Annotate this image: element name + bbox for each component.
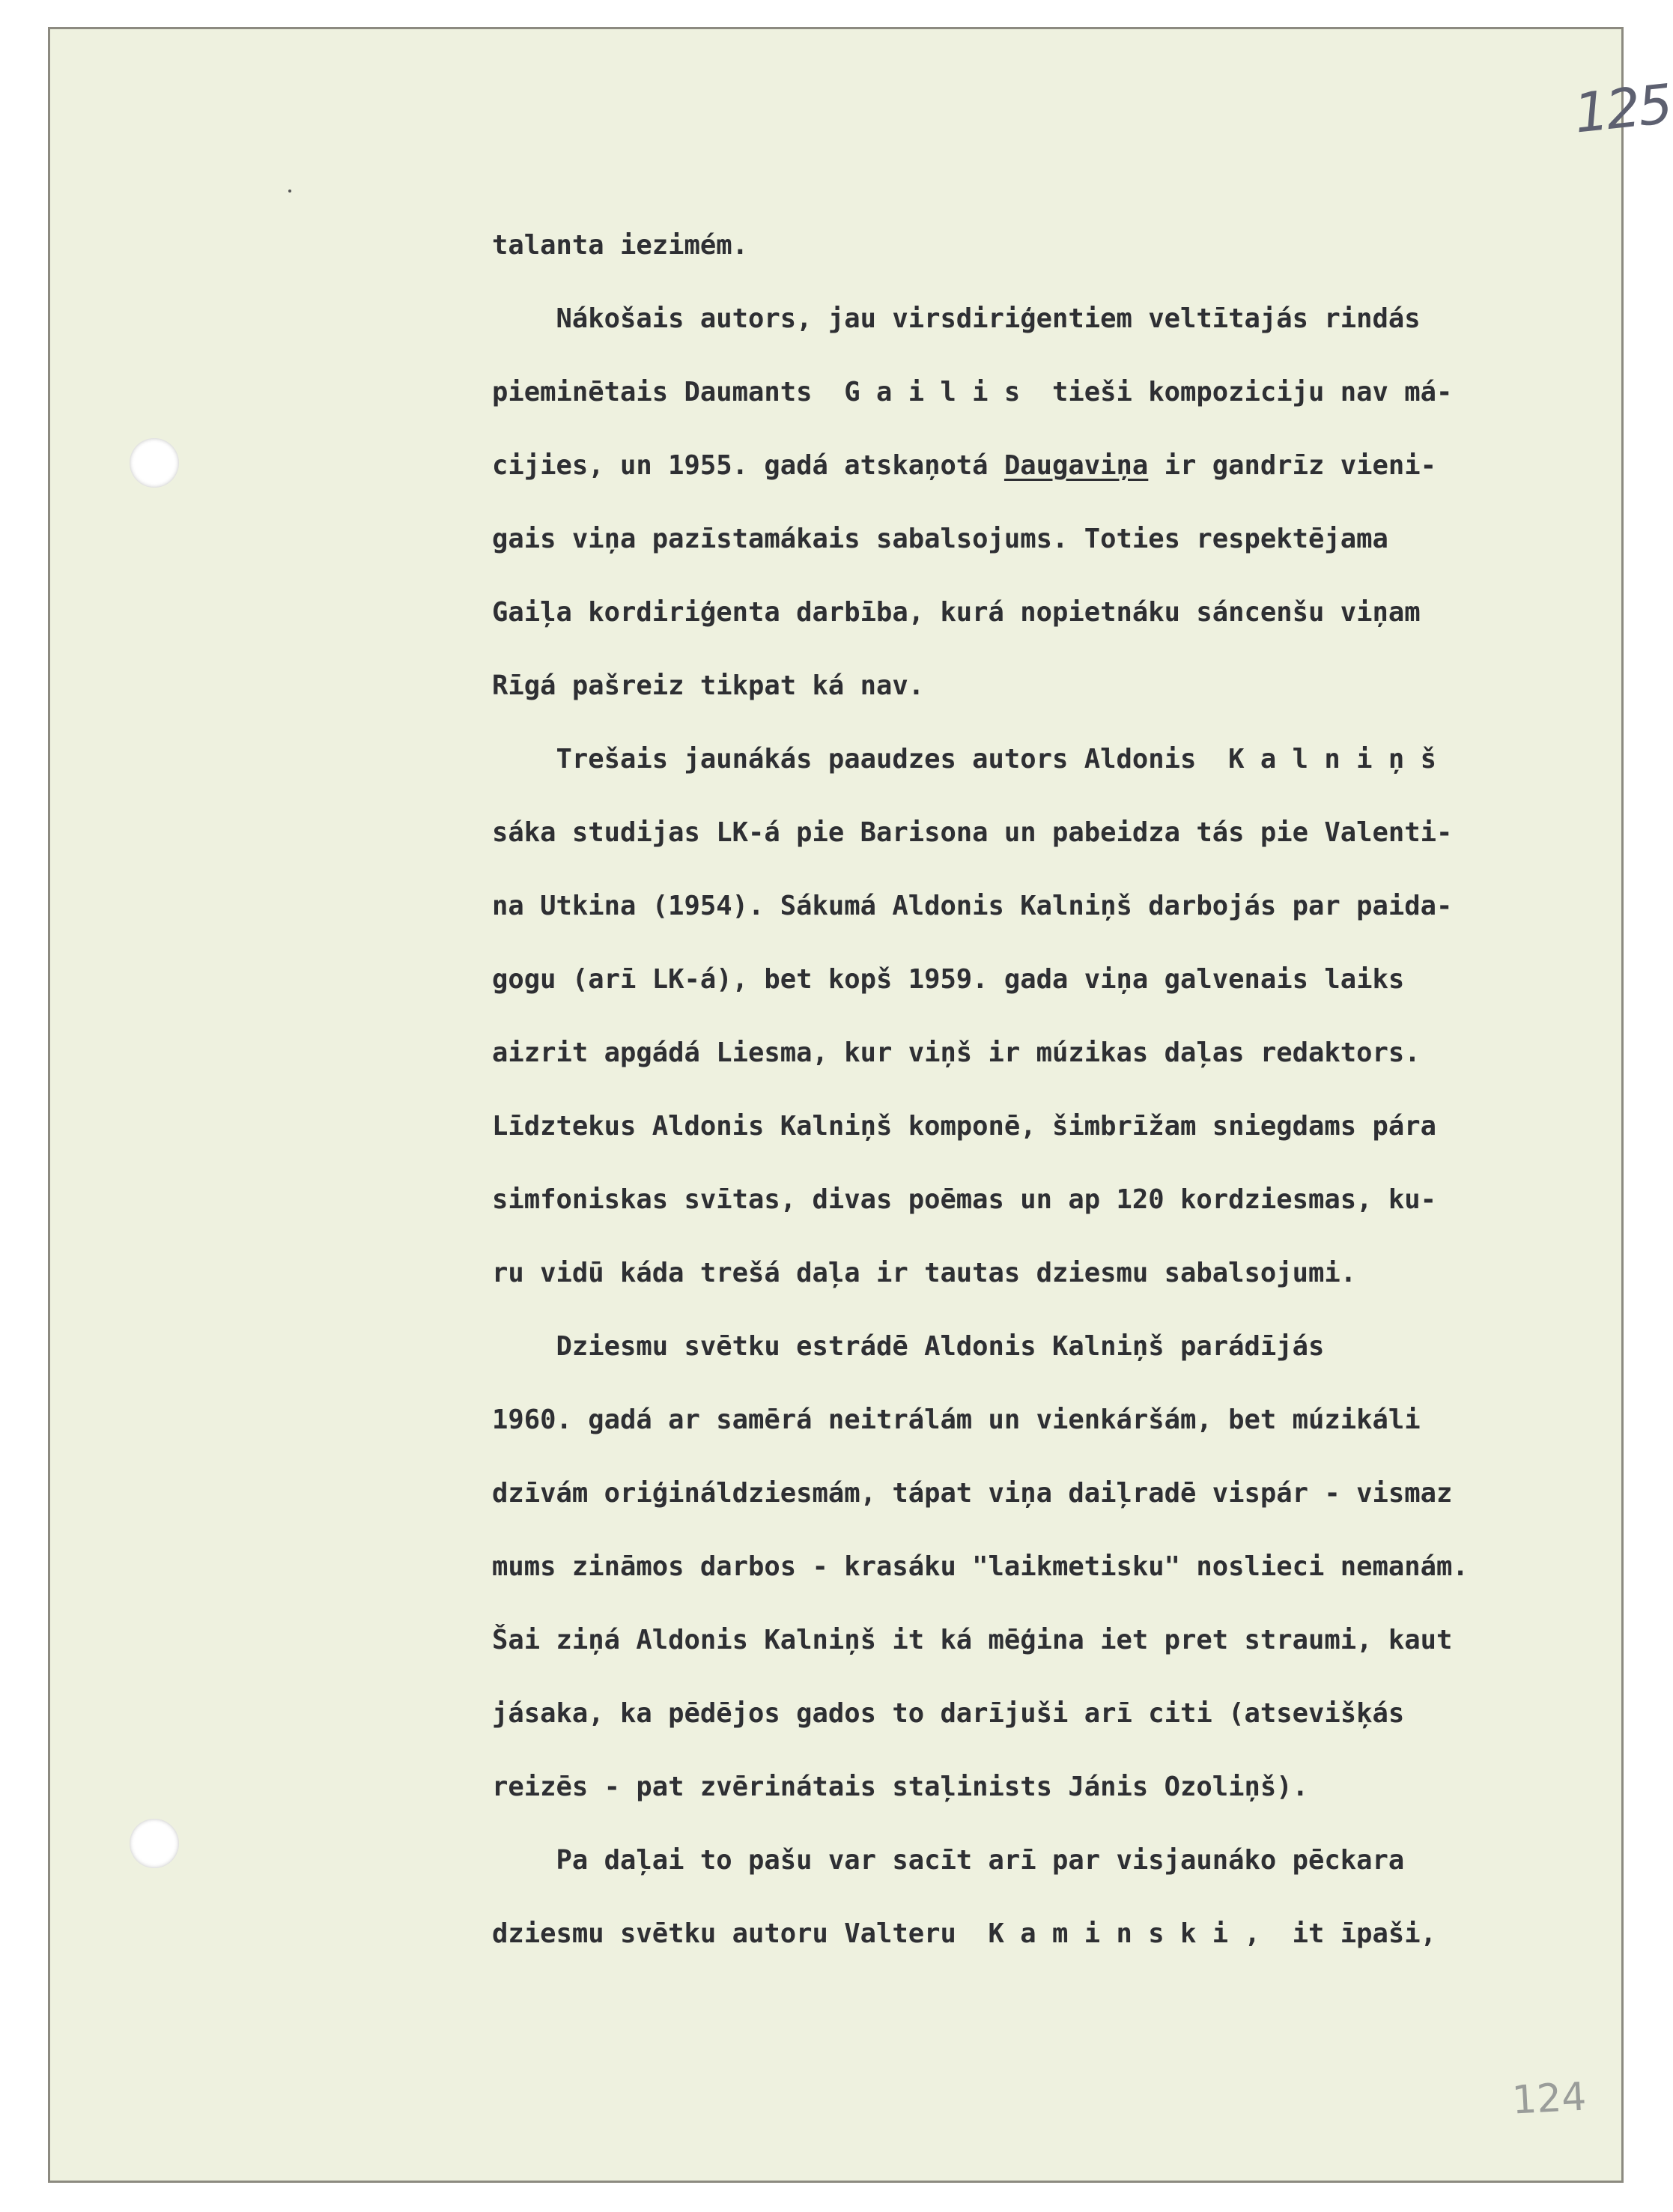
text-line: Rīgá pašreiz tikpat ká nav. [492,670,925,701]
text-line: Nákošais autors, jau virsdiriģentiem veltītajás rindás [492,303,1421,334]
text-line: na Utkina (1954). Sákumá Aldonis Kalniņš darbojás par paida- [492,891,1453,921]
text-line: dzīvám oriģináldziesmám, tápat viņa daiļradē vispár - vismaz [492,1478,1453,1509]
typewritten-text [492,209,1660,1971]
punch-hole-top [130,438,179,488]
text-segment: cijies, un 1955. gadá atskaņotá [492,450,1004,481]
underlined-title: Daugaviņa [1004,450,1149,481]
text-line: reizēs - pat zvērinátais staļinists Jánis Ozoliņš). [492,1772,1309,1802]
text-line [492,429,1660,503]
text-line: gais viņa pazīstamákais sabalsojums. Toties respektējama [492,524,1388,554]
text-segment: ir gandrīz vieni- [1148,450,1437,481]
text-line: simfoniskas svītas, divas poēmas un ap 120 kordziesmas, ku- [492,1184,1436,1215]
text-line: Dziesmu svētku estrádē Aldonis Kalniņš parádījás [492,1331,1325,1362]
text-line: ru vidū káda trešá daļa ir tautas dziesmu sabalsojumi. [492,1258,1357,1288]
text-line: pieminētais Daumants G a i l i s tieši kompoziciju nav má- [492,377,1453,407]
text-line: gogu (arī LK-á), bet kopš 1959. gada viņa galvenais laiks [492,964,1405,995]
text-line: sáka studijas LK-á pie Barisona un pabeidza tás pie Valenti- [492,817,1453,848]
text-line: Trešais jaunákás paaudzes autors Aldonis K a l n i ņ š [492,744,1436,775]
paper-speck [288,190,291,193]
handwritten-page-number: 125 [1570,72,1673,145]
text-line: mums zināmos darbos - krasáku "laikmetisku" noslieci nemanám. [492,1551,1469,1582]
text-line: Līdztekus Aldonis Kalniņš komponē, šimbrīžam sniegdams pára [492,1111,1436,1142]
text-line: Pa daļai to pašu var sacīt arī par visjaunáko pēckara [492,1845,1405,1876]
text-line: talanta iezimém. [492,230,748,261]
text-line: Šai ziņá Aldonis Kalniņš it ká mēģina iet pret straumi, kaut [492,1625,1453,1655]
document-page [48,27,1673,2183]
text-line: aizrit apgádá Liesma, kur viņš ir múzikas daļas redaktors. [492,1037,1421,1068]
text-line: dziesmu svētku autoru Valteru K a m i n s k i , it īpaši, [492,1918,1436,1949]
text-line: Gaiļa kordiriģenta darbība, kurá nopietnáku sáncenšu viņam [492,597,1421,628]
punch-hole-bottom [130,1819,179,1868]
stamped-page-number: 124 [1510,2074,1588,2124]
text-line: jásaka, ka pēdējos gados to darījuši arī citi (atsevišķás [492,1698,1405,1729]
text-line: 1960. gadá ar samērá neitrálám un vienkáršám, bet múzikáli [492,1405,1421,1435]
